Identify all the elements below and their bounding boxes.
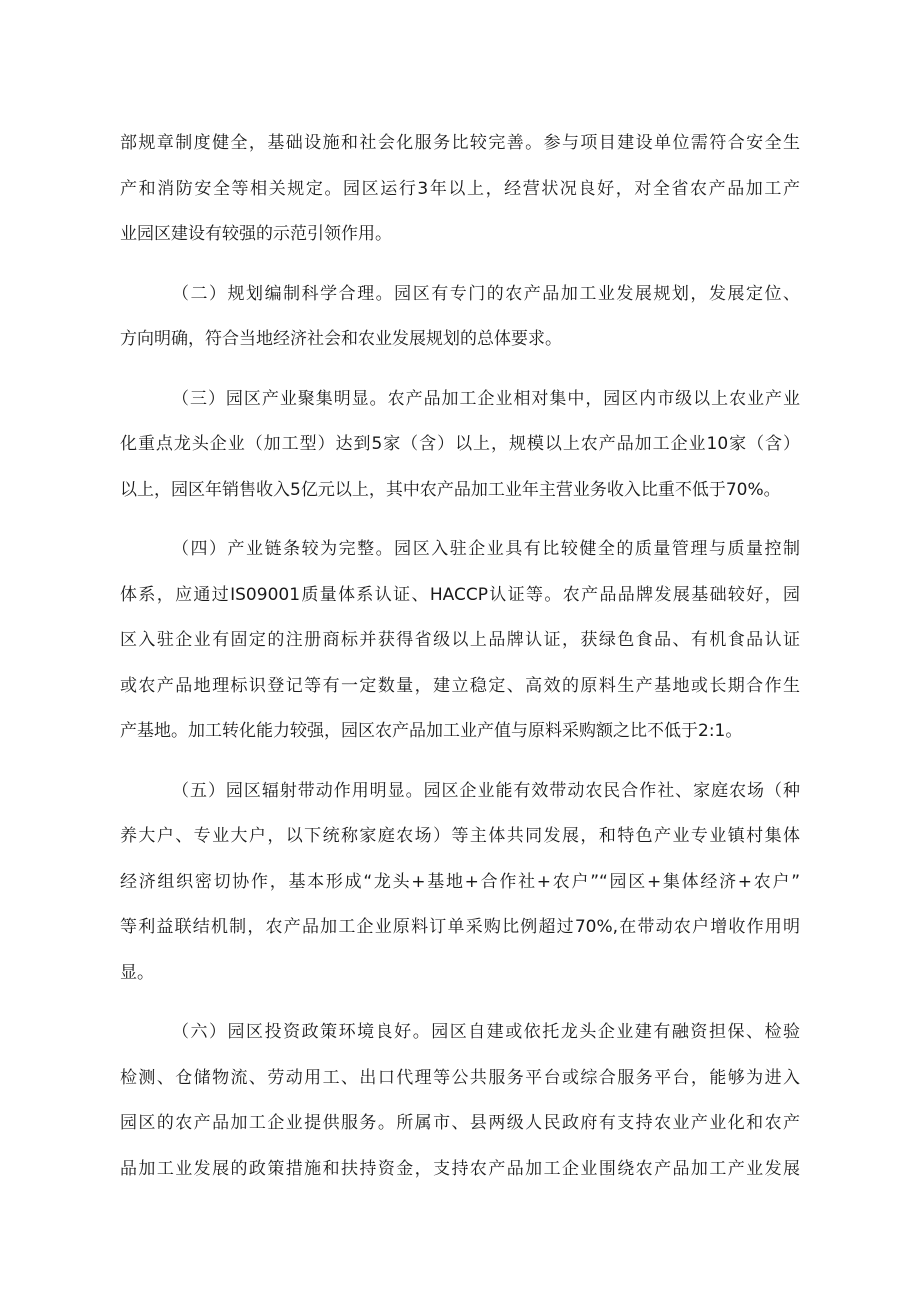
paragraph-gap: [120, 758, 800, 772]
text-line: （三）园区产业聚集明显。农产品加工企业相对集中，园区内市级以上农业产业: [172, 388, 800, 409]
paragraph-continuation: [120, 124, 800, 261]
text-line: 区入驻企业有固定的注册商标并获得省级以上品牌认证，获绿色食品、有机食品认证: [120, 630, 800, 650]
text-line: 方向明确，符合当地经济社会和农业发展规划的总体要求。: [120, 329, 562, 349]
text-line: 或农产品地理标识登记等有一定数量，建立稳定、高效的原料生产基地或长期合作生: [120, 675, 800, 696]
text-line: 产基地。加工转化能力较强，园区农产品加工业产值与原料采购额之比不低于2:1。: [120, 721, 743, 741]
paragraph-industry-chain: [120, 530, 800, 758]
paragraph-gap: [120, 366, 800, 380]
text-line: 检测、仓储物流、劳动用工、出口代理等公共服务平台或综合服务平台，能够为进入: [120, 1067, 800, 1088]
paragraph-planning: [120, 275, 800, 366]
text-line: 养大户、专业大户，以下统称家庭农场）等主体共同发展，和特色产业专业镇村集体: [120, 826, 800, 846]
text-line: 品加工业发展的政策措施和扶持资金，支持农产品加工企业围绕农产品加工产业发展: [120, 1158, 800, 1179]
paragraph-industry-cluster: [120, 380, 800, 517]
text-line: 体系，应通过IS09001质量体系认证、HACCP认证等。农产品品牌发展基础较好，园: [120, 584, 800, 605]
text-line: （五）园区辐射带动作用明显。园区企业能有效带动农民合作社、家庭农场（种: [172, 780, 800, 801]
text-line: 业园区建设有较强的示范引领作用。: [120, 224, 392, 244]
text-line: 经济组织密切协作，基本形成“龙头+基地+合作社+农户”“园区+集体经济+农户”: [120, 871, 800, 892]
text-line: （六）园区投资政策环境良好。园区自建或依托龙头企业建有融资担保、检验: [172, 1022, 800, 1042]
text-line: （二）规划编制科学合理。园区有专门的农产品加工业发展规划，发展定位、: [172, 283, 800, 304]
text-line: 以上，园区年销售收入5亿元以上，其中农产品加工业年主营业务收入比重不低于70%。: [120, 479, 781, 500]
text-line: 园区的农产品加工企业提供服务。所属市、县两级人民政府有支持农业产业化和农产: [120, 1113, 800, 1133]
paragraph-gap: [120, 999, 800, 1013]
text-line: （四）产业链条较为完整。园区入驻企业具有比较健全的质量管理与质量控制: [172, 539, 800, 559]
text-line: 等利益联结机制，农产品加工企业原料订单采购比例超过70%,在带动农户增收作用明: [120, 917, 800, 937]
text-line: 部规章制度健全，基础设施和社会化服务比较完善。参与项目建设单位需符合安全生: [120, 133, 800, 153]
paragraph-radiation-effect: [120, 772, 800, 1000]
paragraph-gap: [120, 261, 800, 275]
text-line: 化重点龙头企业（加工型）达到5家（含）以上，规模以上农产品加工企业10家（含）: [120, 434, 800, 454]
paragraph-gap: [120, 516, 800, 530]
text-line: 显。: [120, 962, 154, 983]
document-body: [120, 124, 800, 1195]
paragraph-investment-policy: [120, 1013, 800, 1195]
text-line: 产和消防安全等相关规定。园区运行3年以上，经营状况良好，对全省农产品加工产: [120, 178, 800, 199]
